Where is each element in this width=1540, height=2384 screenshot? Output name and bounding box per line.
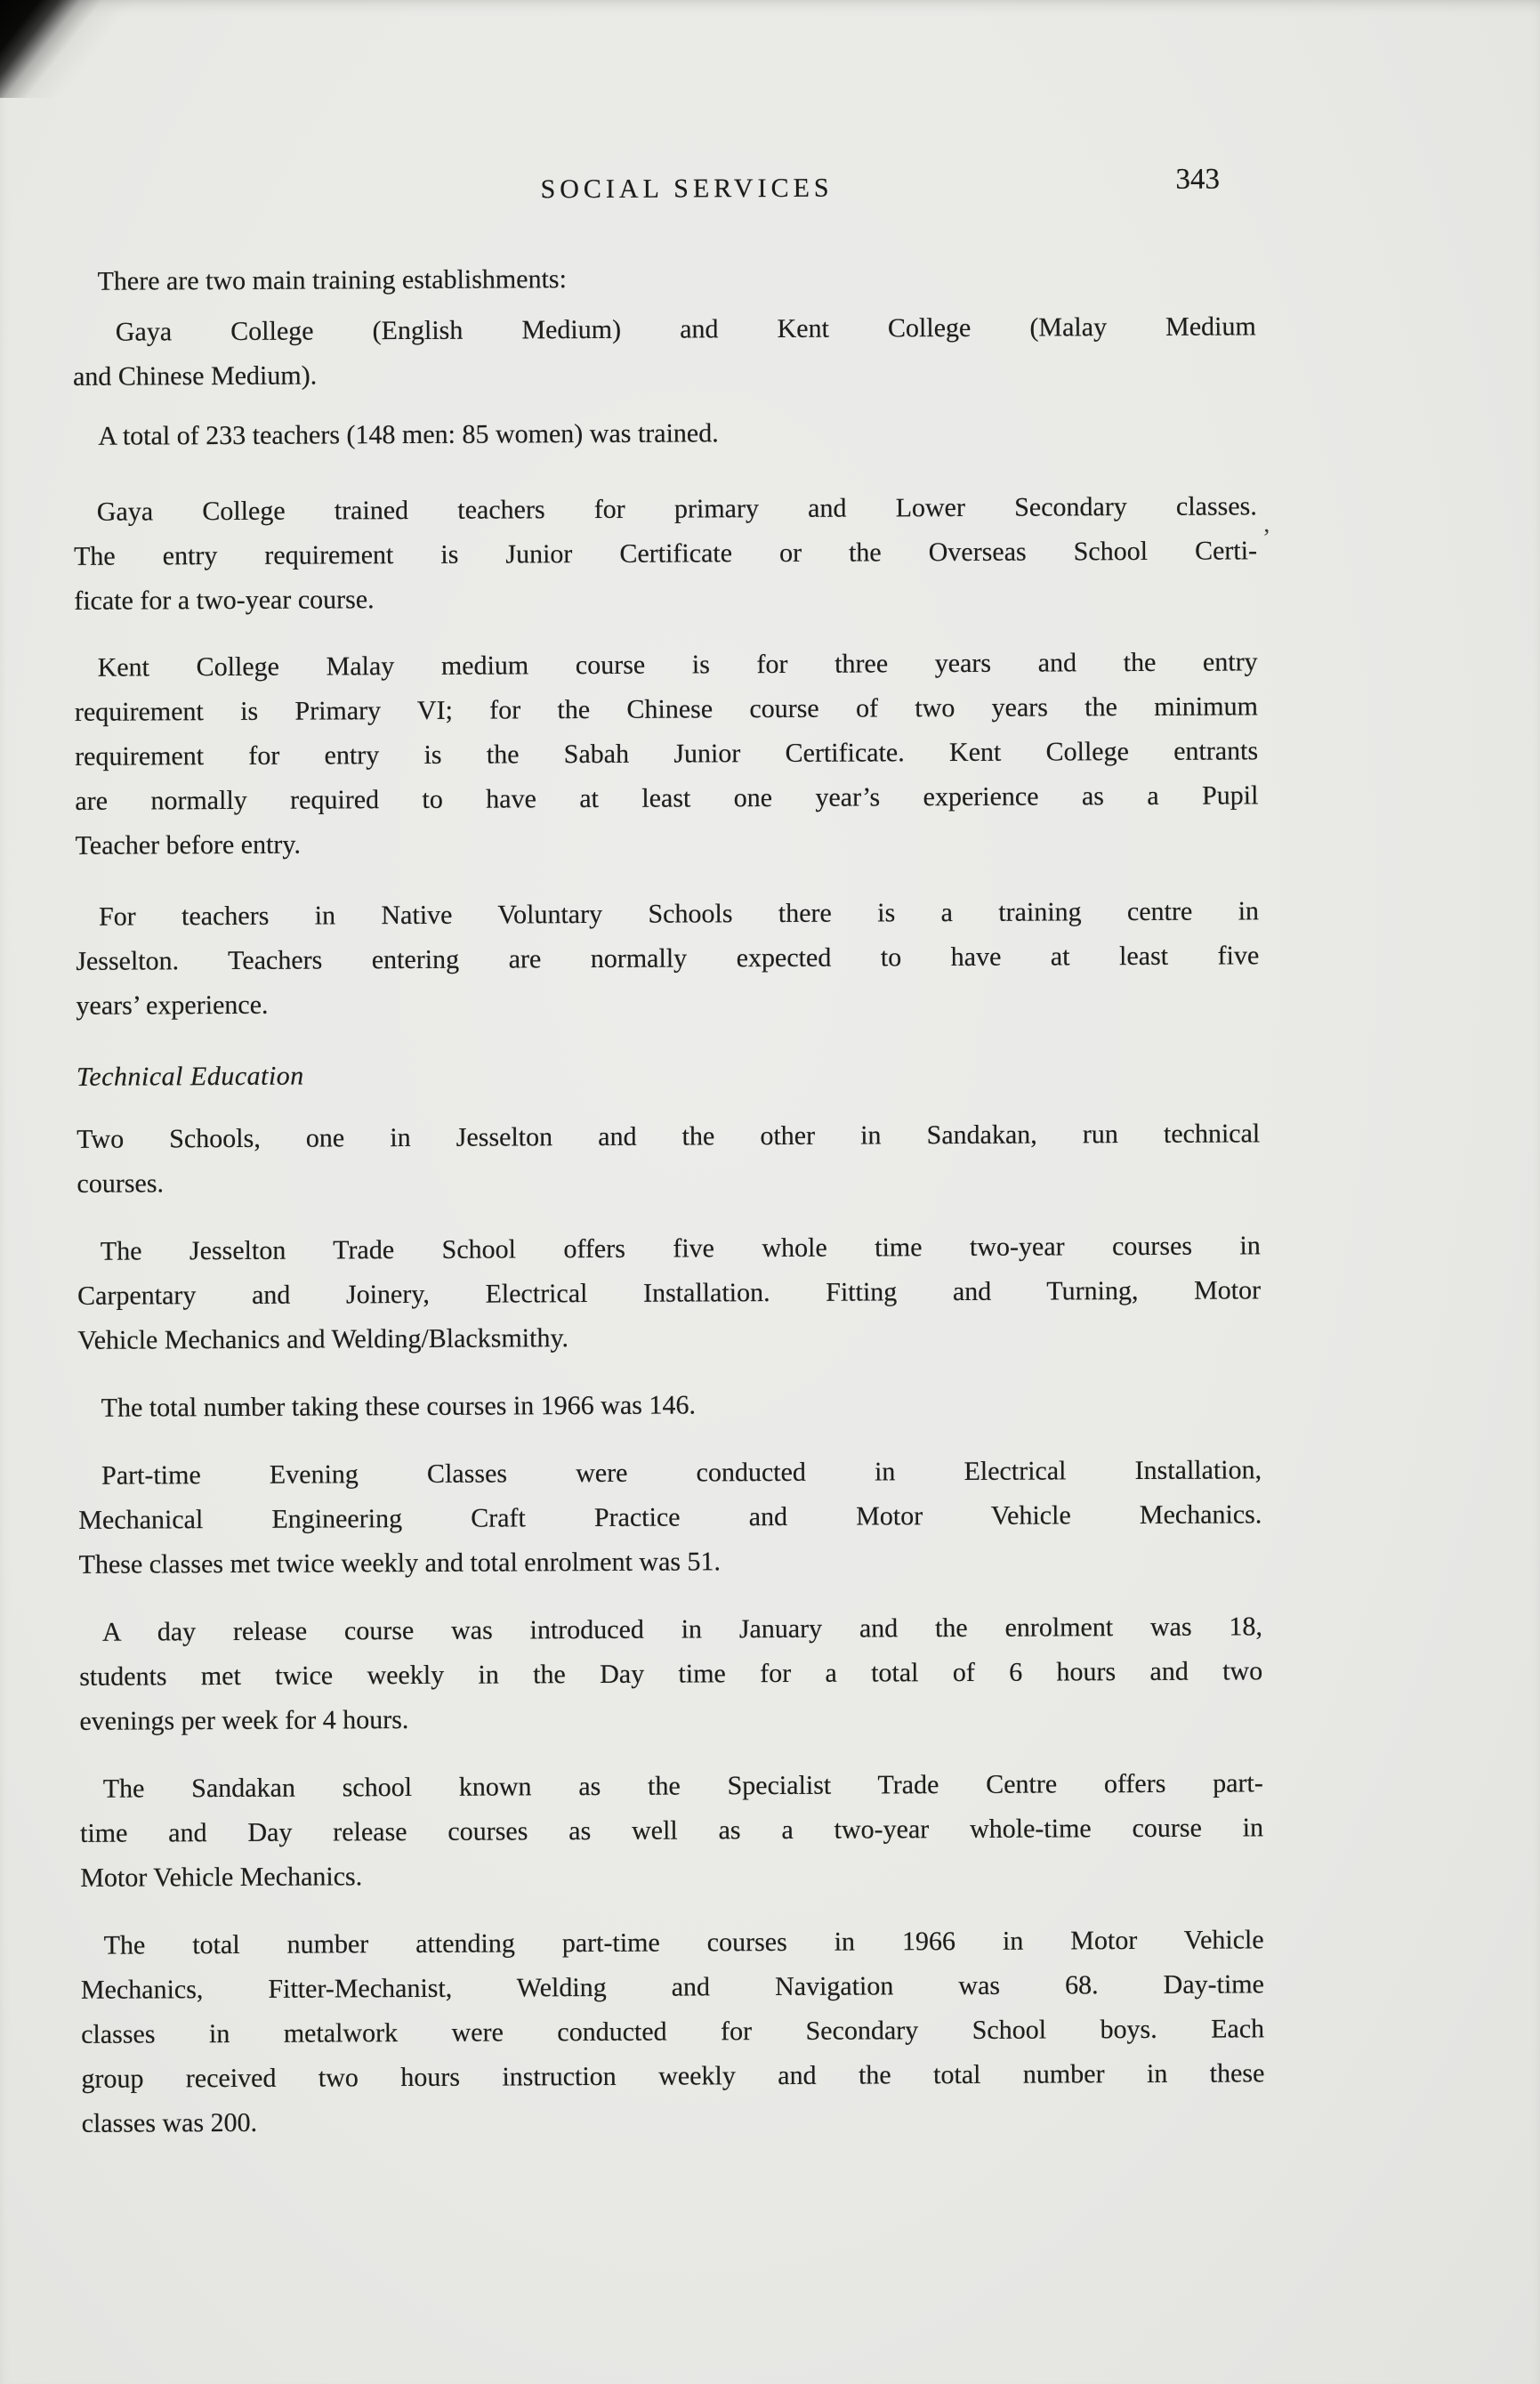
text-line: Kent College Malay medium course is for three years and the entry bbox=[97, 647, 1258, 683]
text-line: The total number attending part-time courses in 1966 in Motor Vehicle bbox=[103, 1925, 1264, 1960]
para-total-trained bbox=[73, 408, 1256, 458]
text-line: group received two hours instruction weekly and the total number in these bbox=[81, 2058, 1265, 2094]
text-line: Motor Vehicle Mechanics. bbox=[80, 1862, 363, 1893]
stray-ink-mark: ’ bbox=[1262, 524, 1271, 553]
para-total-attending bbox=[81, 1918, 1265, 2146]
text-line: Mechanical Engineering Craft Practice and Motor Vehicle Mechanics. bbox=[78, 1499, 1262, 1535]
text-line: Carpentary and Joinery, Electrical Installation. Fitting and Turning, Motor bbox=[77, 1275, 1262, 1311]
text-line: Gaya College (English Medium) and Kent College (Malay Medium bbox=[115, 311, 1256, 347]
para-intro bbox=[72, 254, 1255, 303]
para-two-schools bbox=[77, 1111, 1260, 1206]
text-line: For teachers in Native Voluntary Schools there is a training centre in bbox=[98, 896, 1260, 932]
text-line: ficate for a two-year course. bbox=[74, 585, 375, 616]
para-native bbox=[76, 889, 1260, 1028]
text-line: Gaya College trained teachers for primary and Lower Secondary classes. bbox=[96, 491, 1257, 527]
text-line: classes was 200. bbox=[81, 2107, 258, 2138]
text-line: A day release course was introduced in January and the enrolment was 18, bbox=[101, 1612, 1263, 1647]
text-line: The total number taking these courses in 1966 was 146. bbox=[101, 1390, 696, 1423]
text-line: requirement is Primary VI; for the Chinese course of two years the minimum bbox=[74, 691, 1258, 727]
text-line: students met twice weekly in the Day time for a total of 6 hours and two bbox=[79, 1656, 1263, 1692]
text-line: Vehicle Mechanics and Welding/Blacksmithy. bbox=[77, 1323, 569, 1355]
page-number: 343 bbox=[1175, 163, 1221, 196]
text-line: Jesselton. Teachers entering are normally expected to have at least five bbox=[76, 941, 1260, 976]
text-line: The Sandakan school known as the Specialist Trade Centre offers part- bbox=[102, 1768, 1263, 1804]
page-body bbox=[72, 254, 1264, 2146]
text-line: evenings per week for 4 hours. bbox=[79, 1705, 409, 1736]
text-line: and Chinese Medium). bbox=[72, 360, 318, 392]
text-line: courses. bbox=[77, 1168, 165, 1199]
para-colleges bbox=[73, 304, 1256, 399]
text-line: requirement for entry is the Sabah Junior Certificate. Kent College entrants bbox=[75, 736, 1259, 772]
para-part-time bbox=[78, 1448, 1262, 1587]
text-line: Part-time Evening Classes were conducted in Electrical Installation, bbox=[101, 1455, 1262, 1491]
running-header bbox=[72, 163, 1255, 214]
text-line: These classes met twice weekly and total enrolment was 51. bbox=[78, 1547, 722, 1580]
text-line: Technical Education bbox=[76, 1061, 304, 1092]
text-line: time and Day release courses as well as a two-year whole-time course in bbox=[79, 1813, 1264, 1848]
para-sandakan bbox=[80, 1761, 1264, 1900]
text-line: The Jesselton Trade School offers five whole time two-year courses in bbox=[100, 1231, 1261, 1266]
text-line: There are two main training establishments: bbox=[97, 264, 567, 296]
text-line: Mechanics, Fitter-Mechanist, Welding and Navigation was 68. Day-time bbox=[80, 1969, 1264, 2005]
para-total-1966 bbox=[78, 1380, 1262, 1430]
text-line: Teacher before entry. bbox=[75, 829, 302, 861]
section-title: SOCIAL SERVICES bbox=[540, 173, 834, 205]
text-line: years’ experience. bbox=[76, 990, 269, 1021]
text-line: The entry requirement is Junior Certificate or the Overseas School Certi- bbox=[73, 536, 1258, 571]
para-jesselton-trade bbox=[77, 1224, 1262, 1362]
para-kent bbox=[75, 640, 1259, 868]
para-day-release bbox=[79, 1604, 1263, 1743]
text-line: A total of 233 teachers (148 men: 85 women) was trained. bbox=[98, 418, 719, 451]
heading-technical-education bbox=[77, 1049, 1260, 1099]
text-line: are normally required to have at least one year’s experience as a Pupil bbox=[75, 780, 1259, 816]
text-line: Two Schools, one in Jesselton and the other in Sandakan, run technical bbox=[77, 1119, 1261, 1154]
para-gaya bbox=[74, 484, 1258, 623]
text-line: classes in metalwork were conducted for Secondary School boys. Each bbox=[81, 2014, 1265, 2049]
